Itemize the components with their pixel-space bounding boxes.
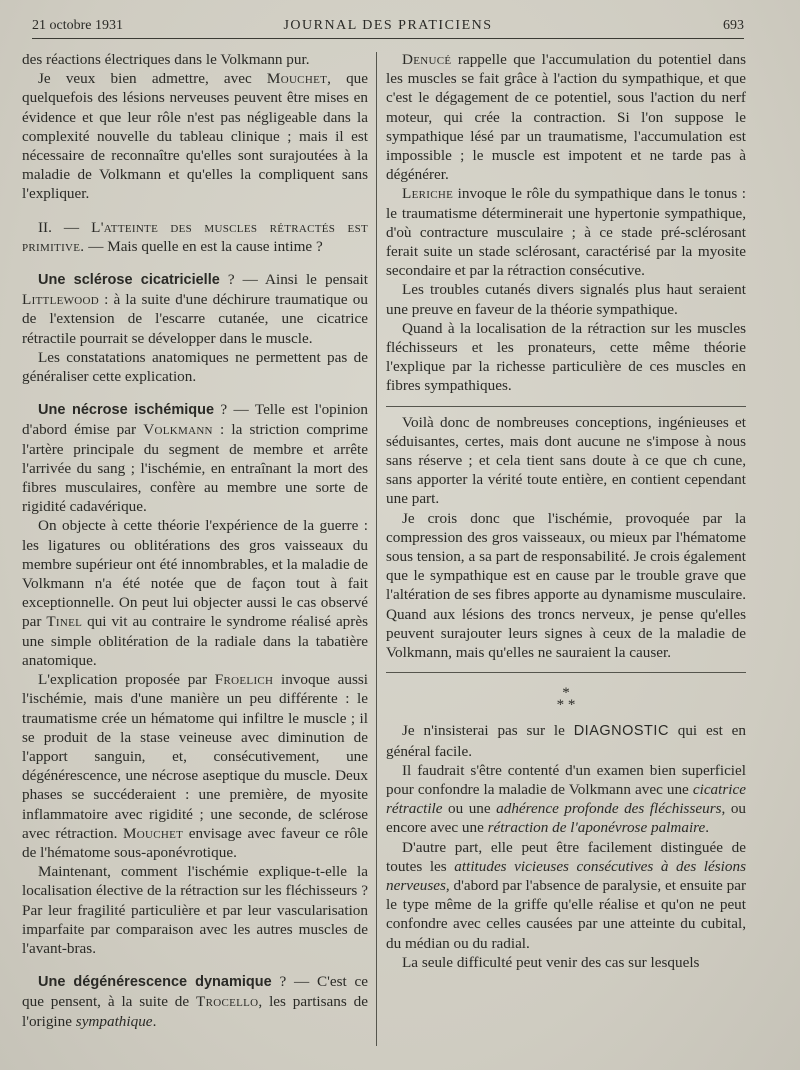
author-name: Froelich xyxy=(214,671,274,689)
paragraph: Maintenant, comment l'ischémie explique-t-elle la localisation élective de la rétraction sur les fléchisseurs ? Par leur fragilité particulière et par leur vascularisation imparfaite par comparaison avec les autres muscles de l'avant-bras. xyxy=(22,863,368,957)
journal-title: JOURNAL DES PRATICIENS xyxy=(283,18,493,33)
author-name: Mouchet xyxy=(122,824,184,842)
paragraph: Une dégénérescence dynamique ? — C'est ce que pensent, à la suite de Trocello, les partisans de l'origine sympathique. xyxy=(22,973,368,1030)
subheading: Une sclérose cicatricielle xyxy=(38,272,220,289)
paragraph: Les constatations anatomiques ne permettent pas de généraliser cette explication. xyxy=(22,348,368,386)
section-heading: II. — L'atteinte des muscles rétractés est primitive. — Mais quelle en est la cause intime ? xyxy=(22,218,369,255)
issue-date: 21 octobre 1931 xyxy=(32,18,123,33)
section-separator xyxy=(386,406,746,407)
subheading: Une nécrose ischémique xyxy=(38,402,215,419)
paragraph: Il faudrait s'être contenté d'un examen bien superficiel pour confondre la maladie de Volkmann avec une cicatrice rétractile ou une adhérence profonde des fléchisseurs, ou encore avec une rétraction de l'aponévrose palmaire. xyxy=(386,761,747,837)
author-name: Denucé xyxy=(402,51,452,68)
subheading: Une dégénérescence dynamique xyxy=(38,974,272,991)
page-number: 693 xyxy=(723,18,744,33)
paragraph: Une nécrose ischémique ? — Telle est l'opinion d'abord émise par Volkmann : la striction comprime l'artère principale du segment de membre et arrête l'arrivée du sang ; l'ischémie, en entraînant la mort des fibres musculaires, confère au membre une sorte de rigidité cadavérique. xyxy=(22,401,368,516)
subheading: DIAGNOSTIC xyxy=(573,723,669,740)
paragraph: Leriche invoque le rôle du sympathique dans le tonus : le traumatisme déterminerait une hypertonie sympathique, d'où contracture musculaire ; à ce stade pré-sclérosant ferait suite un stade sclérosant, caractérisé par la myosite secondaire et par la rétraction consécutive. xyxy=(386,185,746,280)
author-name: Littlewood xyxy=(22,291,100,309)
author-name: Trocello xyxy=(196,993,259,1011)
paragraph: Je veux bien admettre, avec Mouchet, que quelquefois des lésions nerveuses peuvent être mises en évidence et que leur rôle n'est pas négligeable dans la complexité nouvelle du tableau clinique ; mais il est nécessaire de reconnaître qu'elles sont surajoutées à la maladie de Volkmann et qu'elles la compliquent sans l'expliquer. xyxy=(22,70,368,203)
author-name: Leriche xyxy=(402,185,454,203)
paragraph: Je crois donc que l'ischémie, provoquée par la compression des gros vaisseaux, ou mieux par l'hématome sous tension, a sa part de responsabilité. Je crois également que le sympathique est en cause par le trouble grave que l'altération de ses fibres apporte au dynamisme musculaire. Quand aux lésions des troncs nerveux, je pense qu'elles peuvent surajouter leurs signes à ceux de la maladie de Volkmann, mais qu'elles ne sauraient la causer. xyxy=(386,509,746,662)
section-separator xyxy=(386,672,746,673)
author-name: Tinel xyxy=(46,613,83,631)
left-column xyxy=(22,50,368,1070)
paragraph: L'explication proposée par Froelich invoque aussi l'ischémie, mais d'une manière un peu différente : le traumatisme crée un hématome qui infiltre le muscle ; il se produit de la stase veineuse avec diminution de l'apport sanguin, et, consécutivement, une dégénérescence, une nécrose aseptique du muscle. Deux phases se succéderaient : une première, de myosite inflammatoire avec rigidité ; une seconde, de sclérose avec rétraction. Mouchet envisage avec faveur ce rôle de l'hématome sous-aponévrotique. xyxy=(22,671,368,861)
paragraph: On objecte à cette théorie l'expérience de la guerre : les ligatures ou oblitérations des gros vaisseaux du membre supérieur ont été innombrables, et la maladie de Volkmann n'a été notée que de façon tout à fait exceptionnelle. On peut lui objecter aussi le cas observé par Tinel qui vit au contraire le syndrome réalisé après une simple oblitération de la radiale dans la tabatière anatomique. xyxy=(22,517,368,669)
author-name: Volkmann xyxy=(143,421,213,439)
paragraph: Une sclérose cicatricielle ? — Ainsi le pensait Littlewood : à la suite d'une déchirure traumatique ou de l'extension de l'escarre cutanée, une cicatrice rétractile pourrait se développer dans le muscle. xyxy=(22,271,368,347)
paragraph: Quand à la localisation de la rétraction sur les muscles fléchisseurs et les pronateurs, cette même théorie l'explique par la richesse particulière de ces muscles en fibres sympathiques. xyxy=(386,319,746,395)
paragraph: des réactions électriques dans le Volkmann pur. xyxy=(22,51,310,68)
paragraph: Voilà donc de nombreuses conceptions, ingénieuses et séduisantes, certes, mais dont aucune ne s'impose à nous sans réserve ; et cela tient sans doute à ce que ch cune, sans apporter la vérité toute entière, en contient cependant une part. xyxy=(386,413,746,508)
column-divider xyxy=(376,52,377,1046)
paragraph: Les troubles cutanés divers signalés plus haut seraient une preuve en faveur de la théorie sympathique. xyxy=(386,281,746,318)
asterism: * * * xyxy=(556,685,576,714)
running-header xyxy=(32,16,744,39)
paragraph: La seule difficulté peut venir des cas sur lesquels xyxy=(402,953,700,971)
paragraph: Je n'insisterai pas sur le DIAGNOSTIC qui est en général facile. xyxy=(386,722,746,760)
paragraph: D'autre part, elle peut être facilement distinguée de toutes les attitudes vicieuses consécutives à des lésions nerveuses, d'abord par l'absence de paralysie, et ensuite par le type même de la griffe qu'elle réalise et qu'on ne peut confondre avec celles causées par une atteinte du cubital, du médian ou du radial. xyxy=(386,838,746,952)
right-column xyxy=(386,50,746,1070)
paragraph: Denucé rappelle que l'accumulation du potentiel dans les muscles se fait grâce à l'action du sympathique, et que c'est le dégagement de ce potentiel, sous l'action du nerf moteur, qui crée la contraction. Si l'on suppose le sympathique lésé par un traumatisme, l'accumulation est impossible ; le muscle est impotent et ne tarde pas à dégénérer. xyxy=(386,51,746,184)
author-name: Mouchet xyxy=(266,70,328,88)
